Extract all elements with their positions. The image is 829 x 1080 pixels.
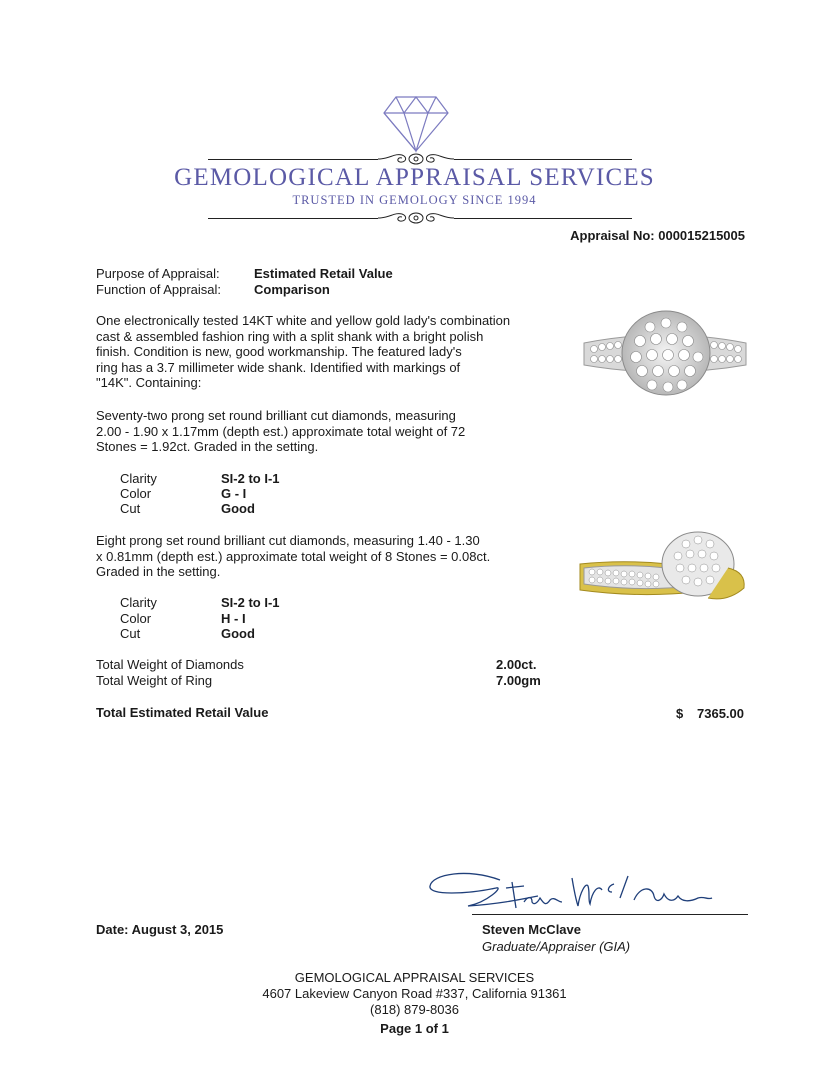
grade-label: Color: [120, 486, 152, 501]
header-rule-bottom-left: [208, 218, 378, 219]
retail-value-label: Total Estimated Retail Value: [96, 705, 269, 720]
signer-title: Graduate/Appraiser (GIA): [482, 939, 631, 954]
footer-company: GEMOLOGICAL APPRAISAL SERVICES: [294, 970, 535, 985]
grade-label: Cut: [120, 626, 141, 641]
total-ring-value: 7.00gm: [496, 673, 541, 688]
grade-value: SI-2 to I-1: [221, 471, 280, 486]
ring-photo-top: [580, 305, 750, 397]
stones-line: Stones = 1.92ct. Graded in the setting.: [96, 439, 319, 454]
grade-label: Clarity: [120, 471, 157, 486]
description-line: ring has a 3.7 millimeter wide shank. Identified with markings of: [96, 359, 461, 375]
grade-value: H - I: [221, 611, 246, 626]
function-label: Function of Appraisal:: [96, 282, 222, 297]
description-line: cast & assembled fashion ring with a split shank with a bright polish: [96, 328, 484, 344]
appraisal-date: Date: August 3, 2015: [96, 922, 224, 937]
grade-value: Good: [221, 626, 255, 641]
stones-1-description: [96, 408, 546, 455]
signer-name: Steven McClave: [482, 922, 581, 937]
item-description: [96, 313, 546, 391]
stones-line: Eight prong set round brilliant cut diamonds, measuring 1.40 - 1.30: [96, 533, 480, 548]
grade-value: SI-2 to I-1: [221, 595, 280, 610]
grade-value: G - I: [221, 486, 247, 501]
total-diamonds-label: Total Weight of Diamonds: [96, 657, 244, 672]
footer-address: 4607 Lakeview Canyon Road #337, California 91361: [262, 986, 567, 1001]
stones-line: x 0.81mm (depth est.) approximate total weight of 8 Stones = 0.08ct.: [96, 548, 491, 564]
ornament-icon: [376, 210, 456, 226]
function-value: Comparison: [254, 282, 330, 297]
appraisal-number: Appraisal No: 000015215005: [570, 228, 745, 243]
header-rule-top-right: [454, 159, 632, 160]
grade-label: Clarity: [120, 595, 157, 610]
stones-2-description: [96, 533, 546, 580]
purpose-value: Estimated Retail Value: [254, 266, 393, 281]
header-rule-top-left: [208, 159, 378, 160]
company-tagline: TRUSTED IN GEMOLOGY SINCE 1994: [292, 193, 537, 207]
total-diamonds-value: 2.00ct.: [496, 657, 537, 672]
description-line: finish. Condition is new, good workmanship. The featured lady's: [96, 344, 462, 359]
page-number: Page 1 of 1: [380, 1021, 449, 1036]
handwritten-signature: [428, 856, 728, 916]
stones-line: Seventy-two prong set round brilliant cut diamonds, measuring: [96, 408, 456, 423]
grade-label: Cut: [120, 501, 141, 516]
grade-value: Good: [221, 501, 255, 516]
total-ring-label: Total Weight of Ring: [96, 673, 213, 688]
footer-phone: (818) 879-8036: [370, 1002, 459, 1017]
header-rule-bottom-right: [454, 218, 632, 219]
currency-symbol: $: [676, 706, 684, 721]
diamond-icon: [382, 95, 450, 153]
company-brand: GEMOLOGICAL APPRAISAL SERVICES: [174, 164, 655, 191]
description-line: "14K". Containing:: [96, 375, 202, 390]
grade-label: Color: [120, 611, 152, 626]
stones-line: 2.00 - 1.90 x 1.17mm (depth est.) approximate total weight of 72: [96, 423, 466, 439]
description-line: One electronically tested 14KT white and yellow gold lady's combination: [96, 313, 511, 328]
stones-line: Graded in the setting.: [96, 564, 221, 579]
ring-photo-side: [578, 528, 748, 608]
retail-value-amount: 7365.00: [697, 706, 744, 721]
purpose-label: Purpose of Appraisal:: [96, 266, 220, 281]
signature-line: [472, 914, 748, 915]
